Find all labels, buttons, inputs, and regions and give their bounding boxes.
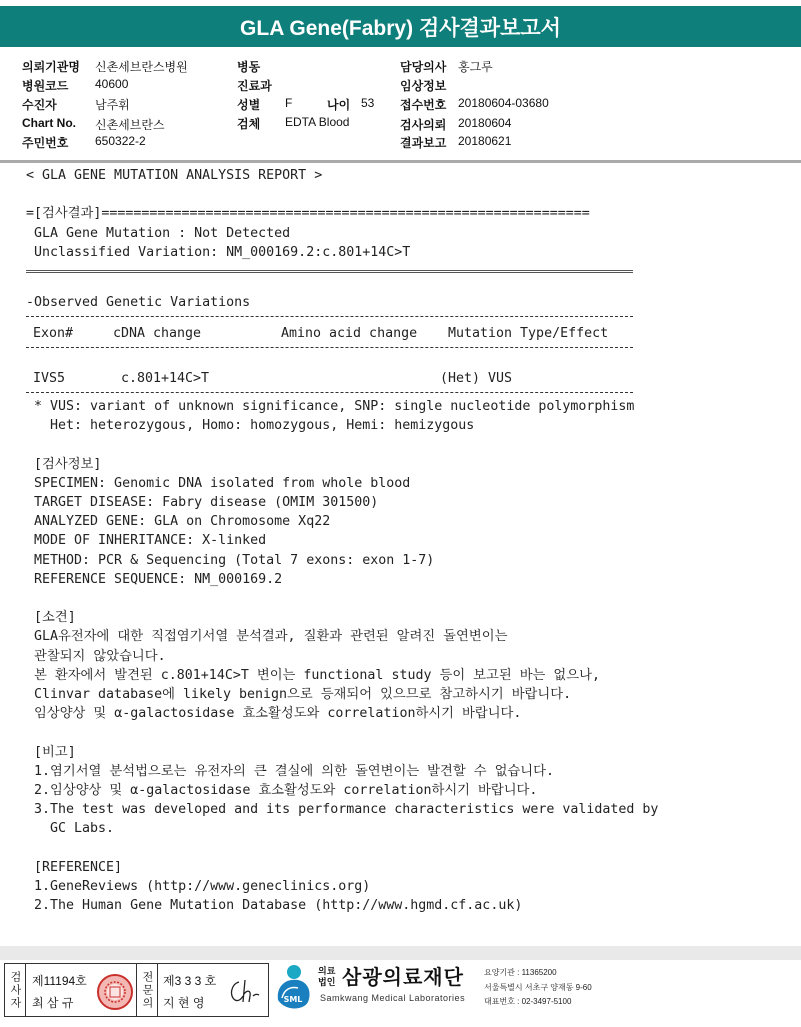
- report-heading: < GLA GENE MUTATION ANALYSIS REPORT >: [26, 168, 323, 183]
- table-top-rule: [26, 316, 633, 317]
- test-info-heading: [검사정보]: [26, 456, 102, 472]
- org-address: 서울특별시 서초구 양재동 9-60: [484, 983, 592, 992]
- attending-physician-label: 담당의사: [400, 60, 447, 74]
- double-divider: [26, 270, 633, 273]
- remarks-line: 3.The test was developed and its performance characteristics were validated by: [26, 802, 659, 818]
- reference-heading: [REFERENCE]: [26, 859, 123, 875]
- result-section-label: =[검사결과]=============================================================: [26, 206, 590, 222]
- patient-info-header: [0, 58, 801, 160]
- opinion-line: 관찰되지 않았습니다.: [26, 648, 166, 664]
- examiner-name: 최 삼 규: [32, 996, 74, 1010]
- org-phone: 대표번호 : 02-3497-5100: [484, 997, 572, 1006]
- report-title: GLA Gene(Fabry) 검사결과보고서: [240, 16, 561, 40]
- attending-physician-value: 홍그루: [458, 60, 493, 74]
- header-divider: [0, 160, 801, 163]
- ward-label: 병동: [237, 60, 261, 74]
- remarks-line: 2.임상양상 및 α-galactosidase 효소활성도와 correlation하시기 바랍니다.: [26, 782, 538, 798]
- info-specimen: SPECIMEN: Genomic DNA isolated from whole blood: [26, 475, 411, 491]
- table-row: [26, 366, 796, 388]
- patient-name-value: 남주휘: [95, 98, 130, 112]
- info-method: METHOD: PCR & Sequencing (Total 7 exons: exon 1-7): [26, 552, 435, 568]
- specialist-name: 지 현 영: [163, 996, 205, 1010]
- opinion-line: GLA유전자에 대한 직접염기서열 분석결과, 질환과 관련된 알려진 돌연변이는: [26, 629, 508, 645]
- org-prefix-top: 의료: [318, 966, 336, 976]
- remarks-heading: [비고]: [26, 744, 76, 760]
- specimen-value: EDTA Blood: [285, 115, 350, 129]
- specialist-license-no: 제3 3 3 호: [163, 974, 217, 988]
- requesting-institution-value: 신촌세브란스병원: [95, 60, 188, 74]
- footnote-zygosity: Het: heterozygous, Homo: homozygous, Hemi: hemizygous: [26, 418, 475, 434]
- handwritten-signature: [227, 976, 261, 1006]
- col-amino-header: Amino acid change: [281, 326, 418, 342]
- footnote-vus: * VUS: variant of unknown significance, SNP: single nucleotide polymorphism: [26, 399, 635, 415]
- report-date-value: 20180621: [458, 134, 512, 148]
- patient-name-label: 수진자: [22, 98, 57, 112]
- hospital-code-label: 병원코드: [22, 79, 69, 93]
- info-inheritance: MODE OF INHERITANCE: X-linked: [26, 533, 267, 549]
- sex-label: 성별: [237, 98, 261, 112]
- clinical-info-label: 임상정보: [400, 79, 447, 93]
- request-date-label: 검사의뢰: [400, 118, 447, 132]
- examiner-license-no: 제11194호: [32, 974, 87, 988]
- org-prefix: [318, 966, 335, 988]
- accession-no-value: 20180604-03680: [458, 96, 549, 110]
- resident-no-label: 주민번호: [22, 136, 69, 150]
- logo-abbr: SML: [283, 995, 303, 1004]
- signature-footer: [0, 960, 801, 1027]
- row-exon: IVS5: [33, 371, 66, 387]
- examiner-label-text: 검사자: [9, 970, 21, 1010]
- table-bottom-rule: [26, 392, 633, 393]
- observed-variations-heading: -Observed Genetic Variations: [26, 294, 251, 310]
- opinion-heading: [소견]: [26, 610, 76, 626]
- report-title-bar: [0, 6, 801, 47]
- col-effect-header: Mutation Type/Effect: [448, 326, 609, 342]
- row-cdna: c.801+14C>T: [121, 371, 210, 387]
- request-date-value: 20180604: [458, 116, 512, 130]
- requesting-institution-label: 의뢰기관명: [22, 60, 80, 74]
- org-name-english: Samkwang Medical Laboratories: [320, 993, 466, 1003]
- chart-no-label: Chart No.: [22, 116, 76, 130]
- sml-logo-icon: [272, 964, 314, 1014]
- col-cdna-header: cDNA change: [113, 326, 202, 342]
- sex-value: F: [285, 96, 293, 110]
- opinion-line: 본 환자에서 발견된 c.801+14C>T 변이는 functional study 등이 보고된 바는 없으나,: [26, 667, 600, 683]
- table-header-row: [26, 321, 796, 343]
- mutation-result: GLA Gene Mutation : Not Detected: [26, 225, 291, 241]
- specialist-label: [136, 964, 158, 1016]
- footer-divider-bar: [0, 946, 801, 960]
- report-body: [26, 166, 796, 915]
- department-label: 진료과: [237, 79, 272, 93]
- chart-no-value: 신촌세브란스: [95, 118, 165, 132]
- report-date-label: 결과보고: [400, 136, 447, 150]
- org-prefix-bottom: 법인: [318, 977, 336, 987]
- age-label: 나이: [327, 98, 351, 112]
- unclassified-variation: Unclassified Variation: NM_000169.2:c.801+14C>T: [26, 244, 411, 260]
- age-value: 53: [361, 96, 375, 110]
- reference-line: 1.GeneReviews (http://www.geneclinics.org): [26, 878, 371, 894]
- specialist-label-text: 전문의: [141, 970, 153, 1010]
- info-reference-sequence: REFERENCE SEQUENCE: NM_000169.2: [26, 571, 283, 587]
- hospital-code-value: 40600: [95, 77, 129, 91]
- info-target-disease: TARGET DISEASE: Fabry disease (OMIM 301500): [26, 495, 379, 511]
- accession-no-label: 접수번호: [400, 98, 447, 112]
- opinion-line: 임상양상 및 α-galactosidase 효소활성도와 correlation하시기 바랍니다.: [26, 706, 522, 722]
- remarks-line: 1.염기서열 분석법으로는 유전자의 큰 결실에 의한 돌연변이는 발견할 수 없습니다.: [26, 763, 554, 779]
- reference-line: 2.The Human Gene Mutation Database (http://www.hgmd.cf.ac.uk): [26, 898, 523, 913]
- seal-stamp-icon: [97, 974, 133, 1010]
- opinion-line: Clinvar database에 likely benign으로 등재되어 있으므로 참고하시기 바랍니다.: [26, 686, 572, 702]
- specimen-label: 검체: [237, 117, 261, 131]
- org-name: 삼광의료재단: [342, 967, 464, 989]
- row-effect: (Het) VUS: [440, 371, 513, 387]
- info-analyzed-gene: ANALYZED GENE: GLA on Chromosome Xq22: [26, 514, 331, 530]
- signature-box: [4, 963, 269, 1017]
- table-header-rule: [26, 347, 633, 348]
- institution-code: 요양기관 : 11365200: [484, 968, 557, 977]
- col-exon-header: Exon#: [33, 326, 74, 342]
- examiner-label: [5, 964, 26, 1016]
- resident-no-value: 650322-2: [95, 134, 146, 148]
- remarks-line: GC Labs.: [26, 821, 115, 837]
